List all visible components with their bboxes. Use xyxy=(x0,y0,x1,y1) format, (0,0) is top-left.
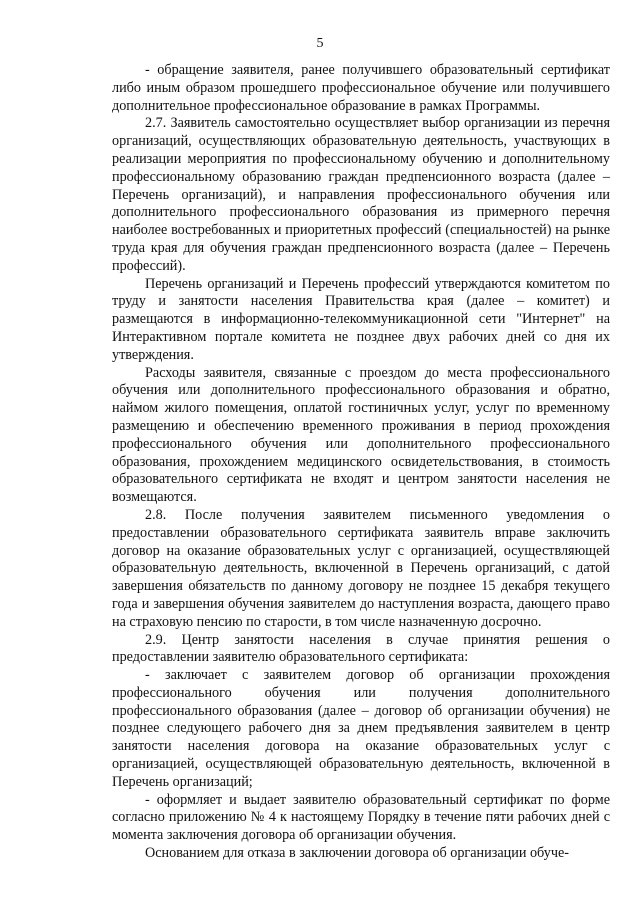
list-item-concludes-agreement: - заключает с заявителем договор об организации прохождения профессионального обучения или получения дополнительного профессионального образования (далее – договор об организации обучения) не позднее следующего рабочего дня за днем предъявления заявителем в центр занятости населения договора на оказание образовательных услуг с организацией, осуществляющей образовательную деятельность, включенной в Перечень организаций; xyxy=(112,667,610,790)
paragraph-lists-approval: Перечень организаций и Перечень профессий утверждаются комитетом по труду и занятости населения Правительства края (далее – комитет) и размещаются в информационно-телекоммуникационной сети "Интернет" на Интерактивном портале комитета не позднее двух рабочих дней со дня их утверждения. xyxy=(112,275,610,363)
paragraph-refusal-grounds: Основанием для отказа в заключении договора об организации обуче- xyxy=(145,845,569,862)
paragraph-applicant-expenses: Расходы заявителя, связанные с проездом до места профессионального обучения или дополнительного профессионального образования и обратно, наймом жилого помещения, оплатой гостиничных услуг, услуг по временному размещению и обеспечению временного проживания в период прохождения профессионального обучения или дополнительного профессионального образования, прохождением медицинского освидетельствования, в стоимость образовательного сертификата не входят и центром занятости населения не возмещаются. xyxy=(112,364,610,506)
paragraph-2-9-employment-center: 2.9. Центр занятости населения в случае принятия решения о предоставлении заявителю образовательного сертификата: xyxy=(112,631,610,666)
list-item-issues-certificate: - оформляет и выдает заявителю образовательный сертификат по форме согласно приложению № 4 к настоящему Порядку в течение пяти рабочих дней с момента заключения договора об организации обучения. xyxy=(112,791,610,844)
document-body xyxy=(112,62,610,863)
paragraph-2-8-contract-conclusion: 2.8. После получения заявителем письменного уведомления о предоставлении образовательного сертификата заявитель вправе заключить договор на оказание образовательных услуг с организацией, осуществляющей образовательную деятельность, включенной в Перечень организаций, с датой завершения обязательств по данному договору не позднее 15 декабря текущего года и завершения обучения заявителем до наступления возраста, дающего право на страховую пенсию по старости, в том числе назначенную досрочно. xyxy=(112,506,610,630)
page-number: 5 xyxy=(316,36,324,51)
paragraph-application-refused-previous: - обращение заявителя, ранее получившего образовательный сертификат либо иным образом прошедшего профессиональное обучение или получившего дополнительное профессиональное образование в рамках Программы. xyxy=(112,62,610,114)
paragraph-2-7-choice-of-organization: 2.7. Заявитель самостоятельно осуществляет выбор организации из перечня организаций, осуществляющих образовательную деятельность, участвующих в реализации мероприятия по профессиональному обучению и дополнительному профессиональному образованию граждан предпенсионного возраста (далее – Перечень организаций), и направления профессионального обучения или дополнительного профессионального образования из примерного перечня наиболее востребованных и приоритетных профессий (специальностей) на рынке труда края для обучения граждан предпенсионного возраста (далее – Перечень профессий). xyxy=(112,115,610,274)
